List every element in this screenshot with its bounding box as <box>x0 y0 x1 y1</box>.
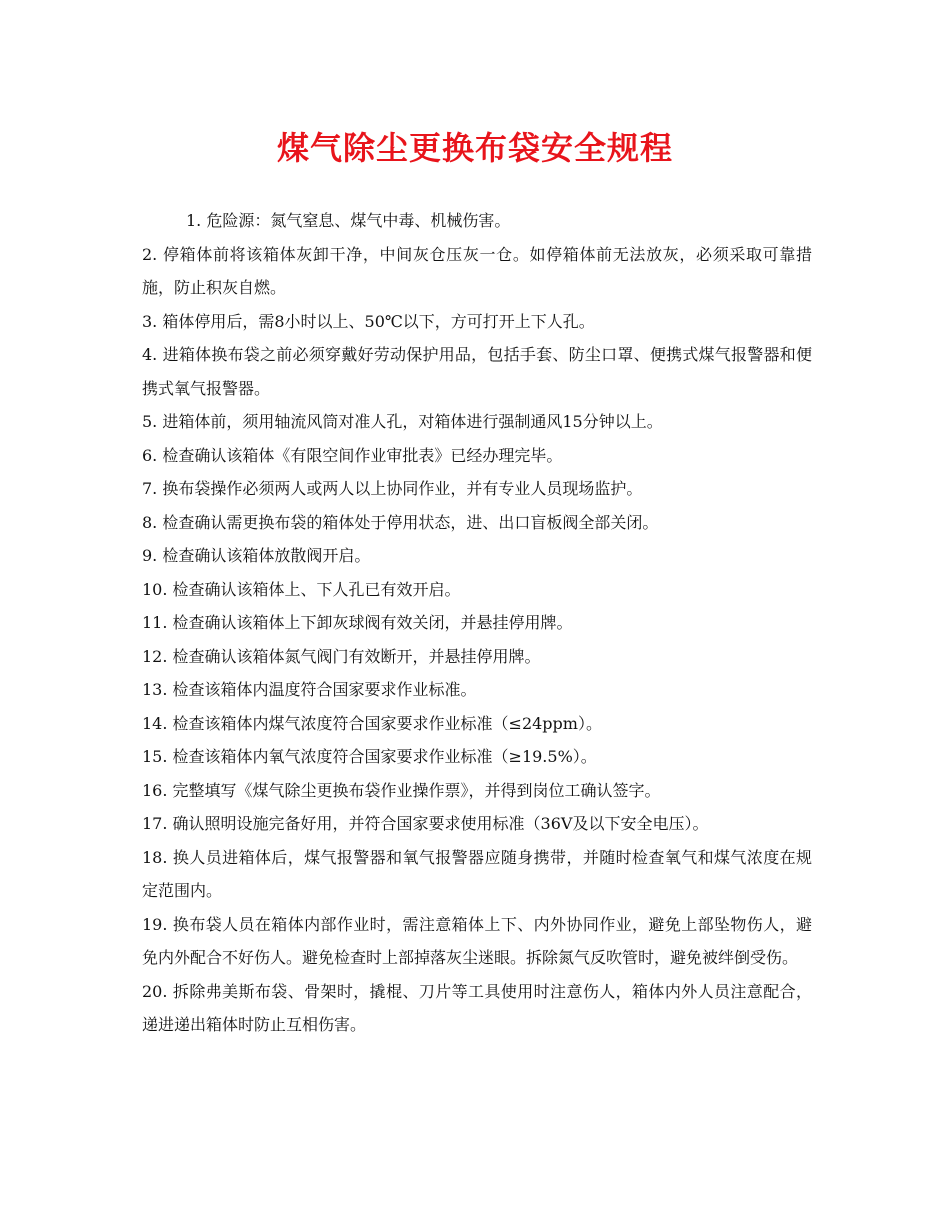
rule-item-17: 17. 确认照明设施完备好用，并符合国家要求使用标准（36V及以下安全电压）。 <box>142 814 709 833</box>
rule-item-12: 12. 检查确认该箱体氮气阀门有效断开，并悬挂停用牌。 <box>142 646 541 666</box>
document-title: 煤气除尘更换布袋安全规程 <box>276 129 673 167</box>
rule-item-8: 8. 检查确认需更换布袋的箱体处于停用状态，进、出口盲板阀全部关闭。 <box>142 512 659 532</box>
rule-item-20: 20. 拆除弗美斯布袋、骨架时，撬棍、刀片等工具使用时注意伤人，箱体内外人员注意配合，递进递出箱体时防止互相伤害。 <box>142 981 812 1034</box>
rule-item-14: 14. 检查该箱体内煤气浓度符合国家要求作业标准（≤24ppm）。 <box>142 713 602 733</box>
rule-item-3: 3. 箱体停用后，需8小时以上、50℃以下，方可打开上下人孔。 <box>142 311 595 331</box>
rule-item-18: 18. 换人员进箱体后，煤气报警器和氧气报警器应随身携带，并随时检查氧气和煤气浓度在规定范围内。 <box>142 847 812 900</box>
rule-item-19: 19. 换布袋人员在箱体内部作业时，需注意箱体上下、内外协同作业，避免上部坠物伤人，避免内外配合不好伤人。避免检查时上部掉落灰尘迷眼。拆除氮气反吹管时，避免被绊倒受伤。 <box>142 914 812 967</box>
rule-item-6: 6. 检查确认该箱体《有限空间作业审批表》已经办理完毕。 <box>142 445 563 465</box>
document-body <box>142 204 812 1042</box>
rule-item-4: 4. 进箱体换布袋之前必须穿戴好劳动保护用品，包括手套、防尘口罩、便携式煤气报警器和便携式氧气报警器。 <box>142 345 812 398</box>
rule-item-16: 16. 完整填写《煤气除尘更换布袋作业操作票》，并得到岗位工确认签字。 <box>142 780 661 800</box>
rule-item-7: 7. 换布袋操作必须两人或两人以上协同作业，并有专业人员现场监护。 <box>142 479 643 498</box>
rule-item-13: 13. 检查该箱体内温度符合国家要求作业标准。 <box>142 680 477 699</box>
rule-item-2: 2. 停箱体前将该箱体灰卸干净，中间灰仓压灰一仓。如停箱体前无法放灰，必须采取可靠措施，防止积灰自燃。 <box>142 244 812 297</box>
rule-item-9: 9. 检查确认该箱体放散阀开启。 <box>142 546 371 565</box>
rule-item-1: 1. 危险源：氮气窒息、煤气中毒、机械伤害。 <box>186 211 511 230</box>
rule-item-11: 11. 检查确认该箱体上下卸灰球阀有效关闭，并悬挂停用牌。 <box>142 613 573 632</box>
rule-item-5: 5. 进箱体前，须用轴流风筒对准人孔，对箱体进行强制通风15分钟以上。 <box>142 412 663 431</box>
rule-item-10: 10. 检查确认该箱体上、下人孔已有效开启。 <box>142 579 461 599</box>
rule-item-15: 15. 检查该箱体内氧气浓度符合国家要求作业标准（≥19.5%）。 <box>142 747 597 766</box>
